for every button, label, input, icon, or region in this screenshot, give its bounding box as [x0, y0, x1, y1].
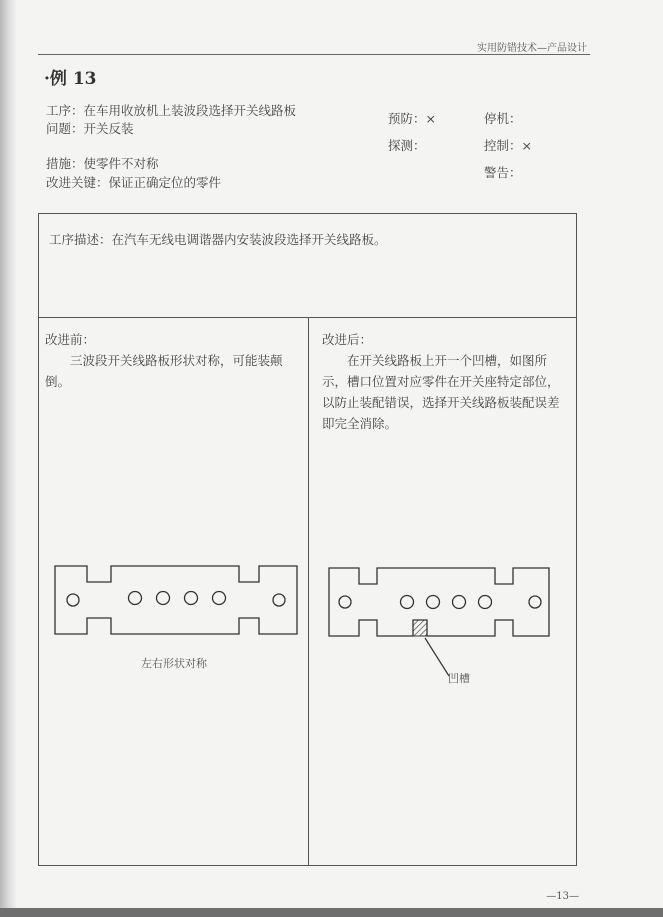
- before-caption: 左右形状对称: [141, 657, 207, 670]
- board-before-outline: [55, 566, 297, 634]
- after-title: 改进后：: [322, 332, 373, 347]
- board-before-hole: [185, 592, 198, 605]
- notch-hatch: [413, 620, 427, 636]
- board-after-hole: [401, 596, 414, 609]
- board-after-hole: [427, 596, 440, 609]
- flag-control: 控制：×: [484, 138, 532, 153]
- board-after-hole: [479, 596, 492, 609]
- board-after-hole: [529, 596, 541, 608]
- page-binding-shadow: [0, 0, 16, 917]
- board-after-hole: [453, 596, 466, 609]
- after-caption: 凹槽: [448, 672, 470, 685]
- board-before-hole: [157, 592, 170, 605]
- flag-detect: 探测：: [388, 138, 426, 153]
- board-after-figure: [327, 564, 553, 686]
- board-after-hole: [339, 596, 351, 608]
- board-before-hole: [129, 592, 142, 605]
- flag-prevent: 预防：×: [388, 111, 436, 126]
- example-title: ·例 13: [44, 69, 97, 89]
- scan-bottom-edge: [0, 908, 663, 917]
- page-number: —13—: [546, 891, 579, 902]
- measure-line: 措施：使零件不对称: [46, 156, 159, 171]
- board-before-hole: [273, 594, 285, 606]
- header-rule: [38, 54, 590, 55]
- flag-warn: 警告：: [484, 165, 522, 180]
- before-text: 三波段开关线路板形状对称，可能装颠倒。: [45, 353, 283, 389]
- process-description: 工序描述：在汽车无线电调谐器内安装波段选择开关线路板。: [49, 232, 387, 247]
- table-divider-vertical: [308, 317, 309, 865]
- board-before-figure: [53, 562, 299, 642]
- flag-stop: 停机：: [484, 111, 522, 126]
- before-title: 改进前：: [45, 332, 96, 347]
- board-before-hole: [213, 592, 226, 605]
- after-text: 在开关线路板上开一个凹槽，如图所示，槽口位置对应零件在开关座特定部位，以防止装配错误，选择开关线路板装配误差即完全消除。: [322, 353, 560, 431]
- running-head: 实用防错技术—产品设计: [477, 43, 587, 54]
- problem-line: 问题：开关反装: [46, 121, 134, 136]
- board-before-hole: [67, 594, 79, 606]
- process-table: [38, 213, 577, 866]
- improvement-key-line: 改进关键：保证正确定位的零件: [46, 175, 222, 190]
- process-line: 工序：在车用收放机上装波段选择开关线路板: [46, 103, 297, 118]
